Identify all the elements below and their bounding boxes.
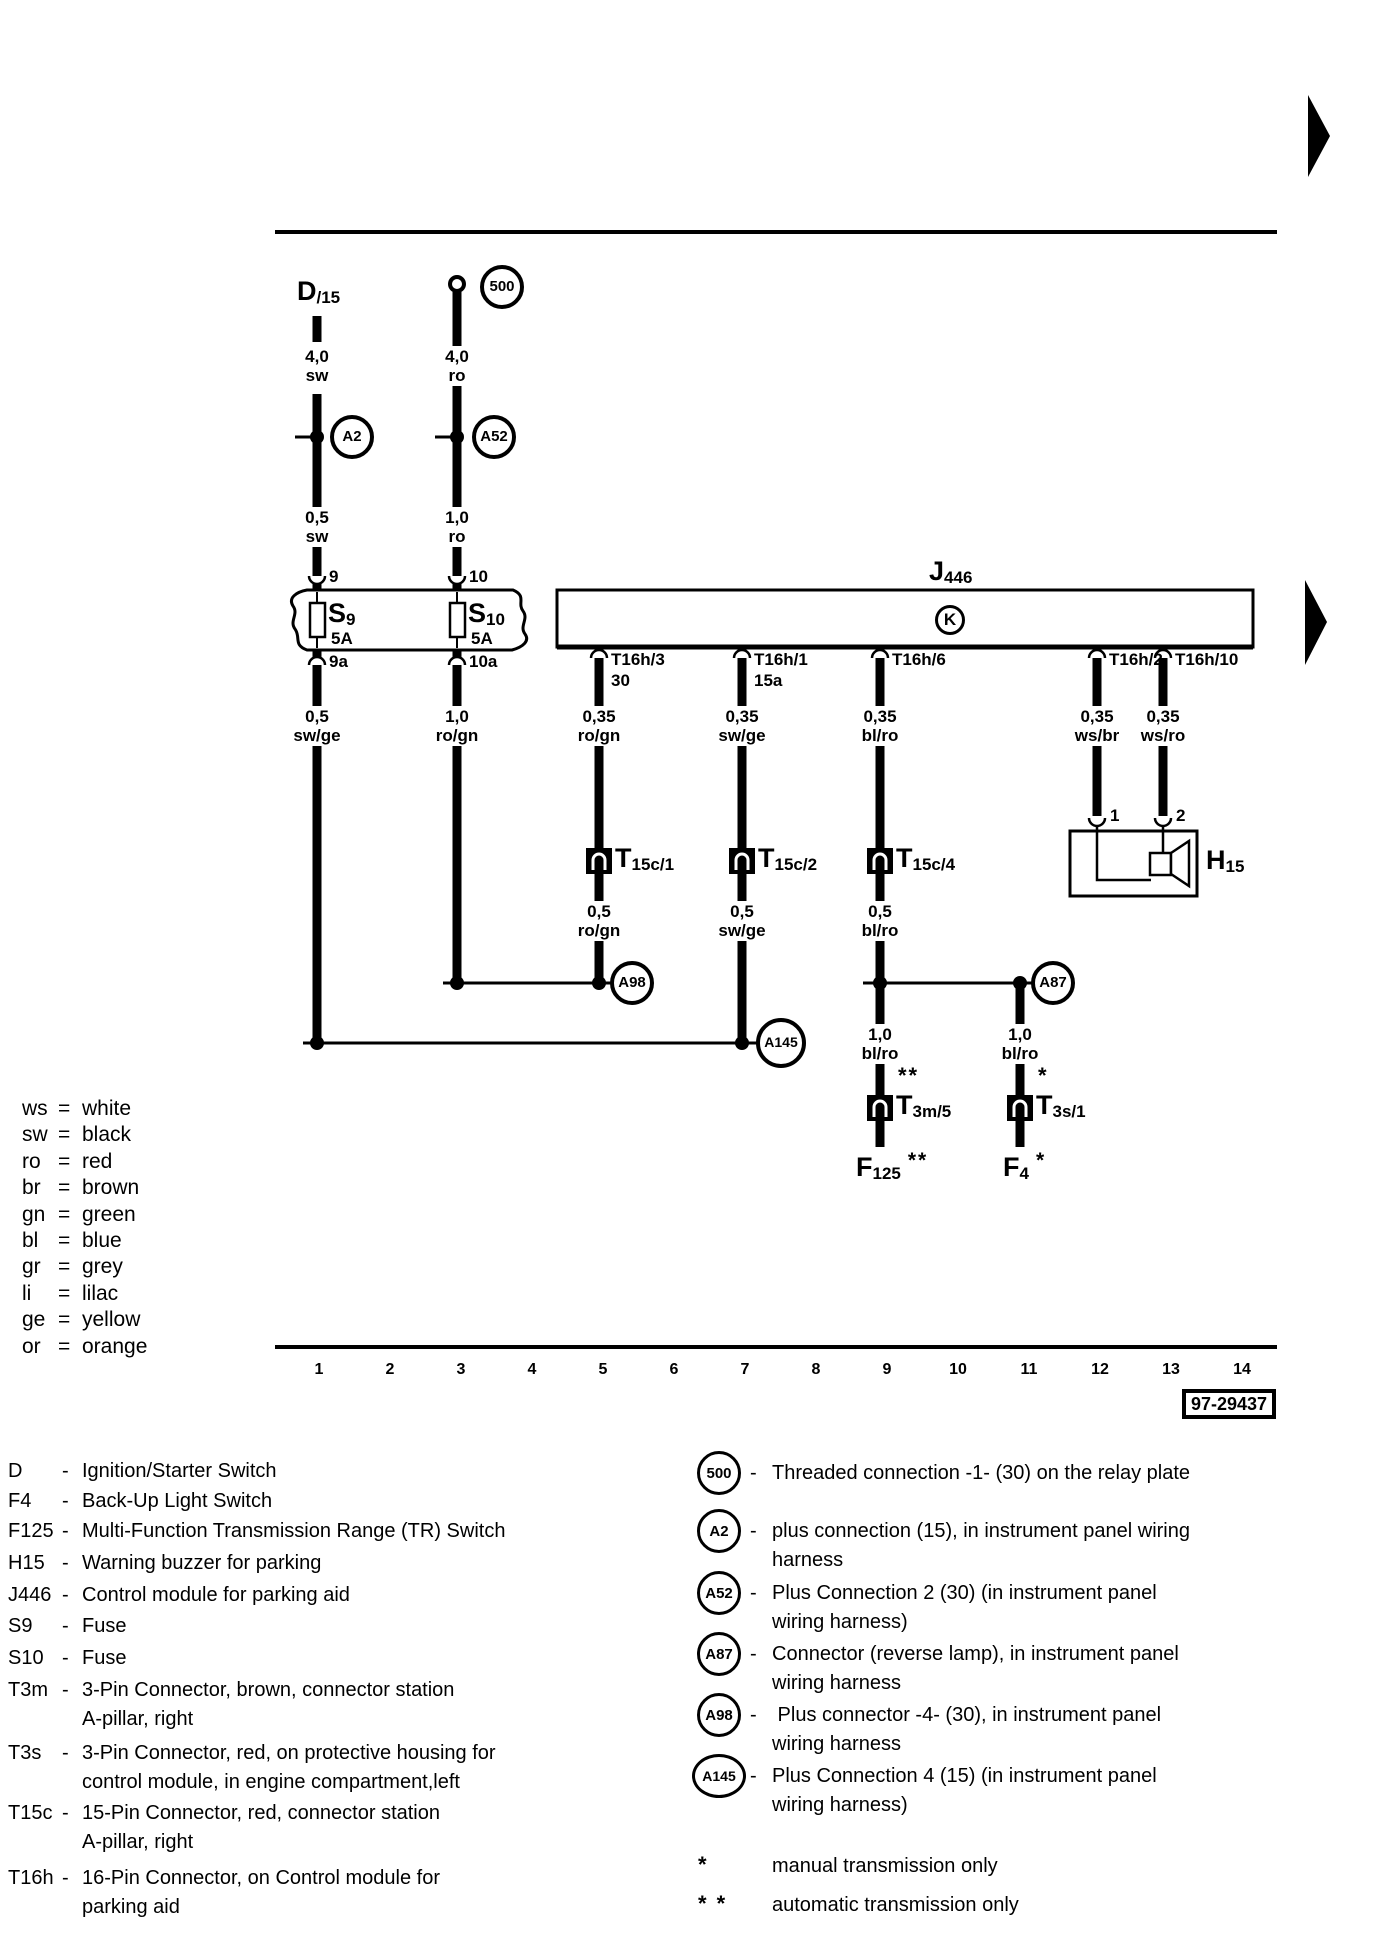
- wire-size: 4,0: [305, 347, 329, 366]
- legend-text: wiring harness: [772, 1672, 901, 1694]
- legend-circle: A2: [697, 1509, 741, 1553]
- legend-code: T15c: [8, 1802, 53, 1824]
- legend-code: T3s: [8, 1742, 42, 1764]
- ref-sub: 3m/5: [912, 1102, 952, 1121]
- track-number: 4: [527, 1361, 537, 1378]
- circle-connection-label: 500: [489, 278, 515, 295]
- track-number: 3: [456, 1361, 466, 1378]
- legend-text: harness: [772, 1549, 844, 1571]
- legend-text: Fuse: [82, 1647, 127, 1669]
- wire-size-label: [838, 1024, 922, 1064]
- legend-text: wiring harness: [772, 1733, 901, 1755]
- legend-code: J446: [8, 1584, 52, 1606]
- legend-dash: -: [750, 1462, 757, 1484]
- equals-sign: =: [58, 1335, 71, 1358]
- wire-size: 0,35: [582, 707, 616, 726]
- wire-size: 1,0: [868, 1025, 892, 1044]
- legend-text: control module, in engine compartment,left: [82, 1771, 460, 1793]
- legend-text: Warning buzzer for parking: [82, 1552, 322, 1574]
- plate-number: 97-29437: [1182, 1389, 1276, 1419]
- ref-main: T: [896, 1090, 913, 1120]
- ref-sub: 15c/1: [631, 855, 675, 874]
- terminal-label: 9a: [329, 652, 348, 671]
- color-abbr: li: [22, 1282, 32, 1305]
- component-ref: [896, 845, 955, 878]
- module-pin-label: [754, 649, 808, 691]
- component-ref: [1206, 847, 1244, 880]
- ref-sub: 446: [944, 568, 973, 587]
- wire-color: ro/gn: [577, 921, 621, 940]
- track-number: 9: [882, 1361, 892, 1378]
- wire-size: 4,0: [445, 347, 469, 366]
- wire-size: 1,0: [1008, 1025, 1032, 1044]
- circle-connection-label: A2: [342, 428, 362, 445]
- legend-code: D: [8, 1460, 23, 1482]
- ref-sub: 15c/4: [912, 855, 956, 874]
- color-abbr: br: [22, 1176, 41, 1199]
- legend-dash: -: [62, 1490, 69, 1512]
- equals-sign: =: [58, 1229, 71, 1252]
- wire-size: 0,35: [863, 707, 897, 726]
- legend-text: 16-Pin Connector, on Control module for: [82, 1867, 440, 1889]
- legend-dash: -: [62, 1584, 69, 1606]
- pin-note: 15a: [754, 671, 783, 690]
- color-name: orange: [82, 1335, 148, 1358]
- legend-text: wiring harness): [772, 1611, 908, 1633]
- legend-code: H15: [8, 1552, 45, 1574]
- wire-color: ro: [448, 527, 466, 546]
- ref-sub: 10: [486, 610, 505, 629]
- legend-text: Back-Up Light Switch: [82, 1490, 273, 1512]
- legend-text: Connector (reverse lamp), in instrument panel: [772, 1643, 1179, 1665]
- ref-sub: 15: [1225, 857, 1245, 876]
- color-name: red: [82, 1150, 113, 1173]
- track-number: 12: [1091, 1361, 1109, 1378]
- legend-dash: -: [62, 1615, 69, 1637]
- fuse-rating: 5A: [331, 629, 353, 648]
- wire-color: bl/ro: [861, 726, 899, 745]
- wire-size-label: [415, 706, 499, 746]
- pin-name: T16h/6: [892, 650, 946, 669]
- component-ref: [1003, 1148, 1046, 1187]
- legend-text: Fuse: [82, 1615, 127, 1637]
- equals-sign: =: [58, 1097, 71, 1120]
- track-number: 13: [1162, 1361, 1180, 1378]
- legend-text: 15-Pin Connector, red, connector station: [82, 1802, 440, 1824]
- color-name: white: [82, 1097, 132, 1120]
- transmission-marker: **: [907, 1149, 929, 1172]
- color-abbr: or: [22, 1335, 41, 1358]
- color-name: green: [82, 1203, 136, 1226]
- track-number: 7: [740, 1361, 750, 1378]
- legend-text: Plus Connection 4 (15) (in instrument panel: [772, 1765, 1157, 1787]
- module-pin-label: [1109, 649, 1163, 670]
- track-number: 1: [314, 1361, 324, 1378]
- wire-size: 0,5: [305, 508, 329, 527]
- wire-size: 0,5: [305, 707, 329, 726]
- wire-color: sw/ge: [718, 726, 766, 745]
- legend-dash: -: [62, 1460, 69, 1482]
- component-ref: [758, 845, 817, 878]
- ref-main: T: [1036, 1090, 1053, 1120]
- legend-text: Plus connector -4- (30), in instrument panel: [772, 1704, 1162, 1726]
- wire-size: 0,35: [1080, 707, 1114, 726]
- component-ref: [856, 1148, 928, 1187]
- ref-main: D: [297, 276, 317, 306]
- track-number: 5: [598, 1361, 608, 1378]
- component-ref: [297, 278, 340, 311]
- color-abbr: gn: [22, 1203, 46, 1226]
- legend-dash: -: [750, 1643, 757, 1665]
- circle-connection-label: A98: [618, 974, 646, 991]
- terminal-label: 10a: [469, 652, 498, 671]
- legend-text: A-pillar, right: [82, 1708, 194, 1730]
- wire-size-label: [700, 706, 784, 746]
- circle-connection-label: A145: [764, 1034, 798, 1050]
- wire-size-label: [838, 901, 922, 941]
- legend-code: T3m: [8, 1679, 48, 1701]
- ref-main: T: [615, 843, 632, 873]
- legend-text: Plus Connection 2 (30) (in instrument panel: [772, 1582, 1157, 1604]
- legend-circle: A98: [697, 1693, 741, 1737]
- terminal-label: 2: [1176, 806, 1186, 825]
- terminal-label: 9: [329, 567, 339, 586]
- wire-size-label: [557, 901, 641, 941]
- equals-sign: =: [58, 1203, 71, 1226]
- ref-main: H: [1206, 845, 1226, 875]
- color-abbr: sw: [22, 1123, 48, 1146]
- legend-dash: -: [62, 1867, 69, 1889]
- wire-color: ro/gn: [577, 726, 621, 745]
- ref-main: J: [929, 556, 945, 586]
- ref-sub: 9: [346, 610, 356, 629]
- color-abbr: gr: [22, 1255, 41, 1278]
- legend-dash: -: [750, 1582, 757, 1604]
- legend-text: Control module for parking aid: [82, 1584, 350, 1606]
- component-ref: [896, 1092, 951, 1125]
- ref-sub: /15: [316, 288, 341, 307]
- wire-size: 0,5: [730, 902, 754, 921]
- color-name: lilac: [82, 1282, 119, 1305]
- ref-sub: 3s/1: [1052, 1102, 1086, 1121]
- wire-size: 0,5: [587, 902, 611, 921]
- ref-sub: 125: [872, 1164, 901, 1183]
- wire-size: 0,5: [868, 902, 892, 921]
- legend-code: S10: [8, 1647, 44, 1669]
- legend-code: F4: [8, 1490, 32, 1512]
- track-number: 6: [669, 1361, 679, 1378]
- ref-sub: 4: [1019, 1164, 1029, 1183]
- legend-code: S9: [8, 1615, 33, 1637]
- wire-size-label: [275, 706, 359, 746]
- legend-code: F125: [8, 1520, 54, 1542]
- legend-text: parking aid: [82, 1896, 180, 1918]
- wire-size: 1,0: [445, 508, 469, 527]
- wire-size: 0,35: [725, 707, 759, 726]
- color-name: blue: [82, 1229, 122, 1252]
- wire-color: ws/ro: [1140, 726, 1186, 745]
- legend-text: 3-Pin Connector, red, on protective housing for: [82, 1742, 496, 1764]
- legend-dash: -: [62, 1520, 69, 1542]
- wire-color: sw/ge: [718, 921, 766, 940]
- wire-size-label: [415, 346, 499, 386]
- ref-sub: 15c/2: [774, 855, 818, 874]
- wire-size-label: [1132, 706, 1194, 746]
- legend-circle: 500: [697, 1451, 741, 1495]
- pin-name: T16h/1: [754, 650, 808, 669]
- wire-color: ro/gn: [435, 726, 479, 745]
- color-name: brown: [82, 1176, 140, 1199]
- component-ref: [929, 558, 972, 591]
- wire-size: 1,0: [445, 707, 469, 726]
- pin-name: T16h/3: [611, 650, 665, 669]
- legend-dash: -: [62, 1552, 69, 1574]
- legend-dash: -: [750, 1520, 757, 1542]
- wire-color: bl/ro: [861, 1044, 899, 1063]
- auto-transmission-marker: **: [898, 1063, 920, 1088]
- ref-main: F: [856, 1152, 873, 1182]
- color-name: yellow: [82, 1308, 141, 1331]
- wire-size-label: [557, 706, 641, 746]
- track-number: 10: [949, 1361, 967, 1378]
- equals-sign: =: [58, 1255, 71, 1278]
- circle-connection-label: A52: [480, 428, 508, 445]
- ref-main: F: [1003, 1152, 1020, 1182]
- terminal-label: 10: [469, 567, 488, 586]
- track-number: 8: [811, 1361, 821, 1378]
- wire-color: sw/ge: [293, 726, 341, 745]
- equals-sign: =: [58, 1176, 71, 1199]
- color-abbr: ws: [22, 1097, 48, 1120]
- track-number: 2: [385, 1361, 395, 1378]
- note-symbol: *: [698, 1852, 709, 1877]
- equals-sign: =: [58, 1123, 71, 1146]
- wire-color: ro: [448, 366, 466, 385]
- color-name: black: [82, 1123, 132, 1146]
- wire-size-label: [275, 507, 359, 547]
- note-symbol: * *: [698, 1891, 728, 1916]
- wire-color: sw: [305, 527, 329, 546]
- module-pin-label: [892, 649, 946, 670]
- legend-dash: -: [750, 1765, 757, 1787]
- legend-text: Multi-Function Transmission Range (TR) Switch: [82, 1520, 506, 1542]
- wire-color: bl/ro: [1001, 1044, 1039, 1063]
- legend-circle: A145: [692, 1754, 746, 1798]
- legend-text: Ignition/Starter Switch: [82, 1460, 277, 1482]
- color-abbr: ge: [22, 1308, 46, 1331]
- terminal-label: 1: [1110, 806, 1120, 825]
- legend-code: T16h: [8, 1867, 54, 1889]
- ref-main: S: [328, 598, 347, 628]
- color-abbr: ro: [22, 1150, 41, 1173]
- wire-size-label: [700, 901, 784, 941]
- pin-name: T16h/10: [1175, 650, 1239, 669]
- legend-dash: -: [62, 1802, 69, 1824]
- legend-text: wiring harness): [772, 1794, 908, 1816]
- wire-size-label: [415, 507, 499, 547]
- note-text: automatic transmission only: [772, 1894, 1019, 1916]
- legend-text: 3-Pin Connector, brown, connector station: [82, 1679, 455, 1701]
- legend-dash: -: [750, 1704, 757, 1726]
- legend-dash: -: [62, 1647, 69, 1669]
- equals-sign: =: [58, 1308, 71, 1331]
- wire-size-label: [978, 1024, 1062, 1064]
- circle-connection-label: A87: [1039, 974, 1067, 991]
- wire-color: bl/ro: [861, 921, 899, 940]
- k-symbol: K: [943, 610, 957, 629]
- wire-size-label: [838, 706, 922, 746]
- ref-main: T: [758, 843, 775, 873]
- track-number: 11: [1020, 1361, 1038, 1378]
- pin-name: T16h/2: [1109, 650, 1163, 669]
- legend-dash: -: [62, 1742, 69, 1764]
- component-ref: [1036, 1092, 1086, 1125]
- legend-circle: A87: [697, 1632, 741, 1676]
- module-pin-label: [1175, 649, 1238, 670]
- legend-circle: A52: [697, 1571, 741, 1615]
- note-text: manual transmission only: [772, 1855, 998, 1877]
- equals-sign: =: [58, 1282, 71, 1305]
- legend-text: plus connection (15), in instrument panel wiring: [772, 1520, 1190, 1542]
- wire-size: 0,35: [1146, 707, 1180, 726]
- wire-color: ws/br: [1074, 726, 1120, 745]
- track-number: 14: [1233, 1361, 1251, 1378]
- color-abbr: bl: [22, 1229, 39, 1252]
- equals-sign: =: [58, 1150, 71, 1173]
- color-name: grey: [82, 1255, 123, 1278]
- ref-main: S: [468, 598, 487, 628]
- transmission-marker: *: [1035, 1149, 1047, 1172]
- pin-note: 30: [611, 671, 630, 690]
- wire-size-label: [275, 346, 359, 386]
- legend-text: A-pillar, right: [82, 1831, 194, 1853]
- wire-size-label: [1066, 706, 1128, 746]
- module-pin-label: [611, 649, 665, 691]
- ref-main: T: [896, 843, 913, 873]
- component-ref: [615, 845, 674, 878]
- legend-text: Threaded connection -1- (30) on the relay plate: [772, 1462, 1191, 1484]
- legend-dash: -: [62, 1679, 69, 1701]
- wire-color: sw: [305, 366, 329, 385]
- manual-transmission-marker: *: [1038, 1063, 1049, 1088]
- fuse-rating: 5A: [471, 629, 493, 648]
